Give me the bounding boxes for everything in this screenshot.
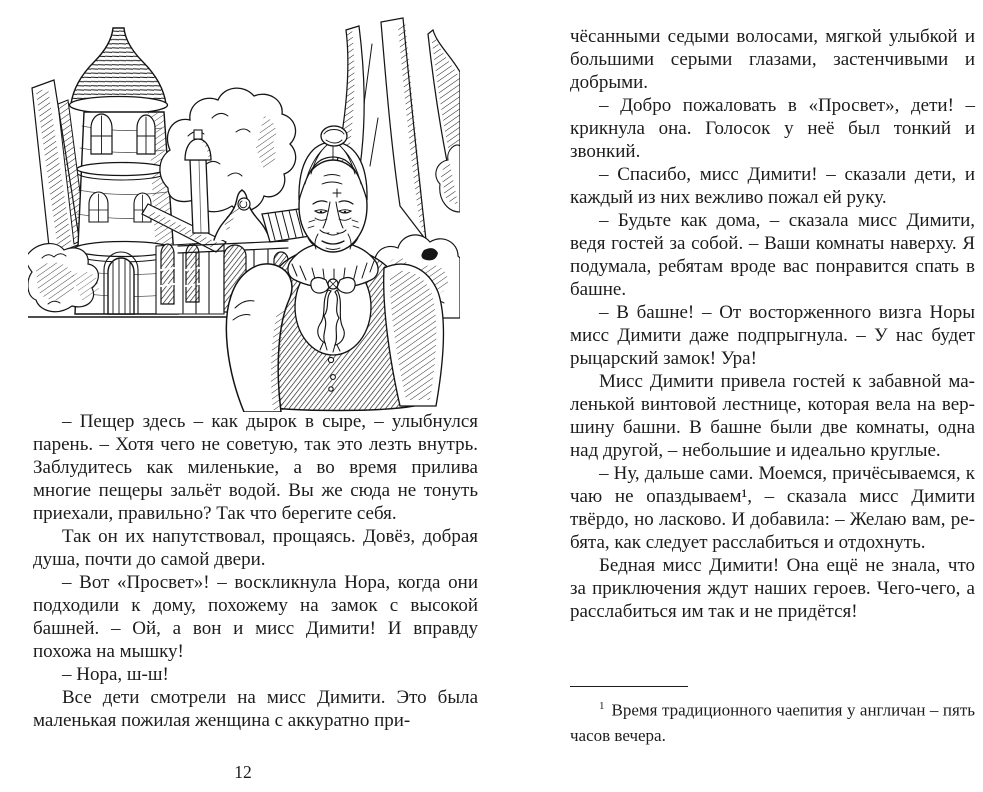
paragraph: Бедная мисс Димити! Она ещё не знала, что за приключения ждут наших героев. Чего-чего, а расслабиться им так и не придётся! [570, 555, 975, 622]
background-tree [160, 88, 296, 212]
footnote [570, 686, 975, 748]
button [328, 357, 333, 362]
button [329, 387, 333, 391]
paragraph: – Добро пожаловать в «Просвет», дети! – крикнула она. Голосок у неё был тонкий и звонкий. [570, 95, 975, 162]
footnote-divider [570, 686, 688, 687]
right-page-text [570, 25, 975, 623]
paragraph: – Нора, ш-ш! [62, 664, 169, 685]
paragraph: Все дети смотрели на мисс Димити. Это была маленькая пожилая женщина с аккуратно при- [33, 687, 478, 731]
button [331, 375, 336, 380]
paragraph: Мисс Димити привела гостей к забавной маленькой винтовой лестнице, которая вела на вершину башни. В башне были две комнаты, одна над другой, – небольшие и идеально круглые. [570, 371, 975, 461]
paragraph: – Ну, дальше сами. Моемся, причёсываемся, к чаю не опаздываем¹, – сказала мисс Димити твёрдо, но ласково. И добавила: – Желаю вам, ребята, как следует расслабиться и отдохнуть. [570, 463, 975, 553]
paragraph: – Будьте как дома, – сказала мисс Димити, ведя гостей за собой. – Ваши комнаты наверху. Я подумала, ребятам вроде вас понравится спать в башне. [570, 210, 975, 300]
paragraph: – Пещер здесь – как дырок в сыре, – улыбнулся парень. – Хотя чего не советую, так это лезть внутрь. Заблудитесь как миленькие, а во время прилива многие пещеры зальёт водой. Вы же сюда не тонуть приехали, правильно? Так что берегите себя. [33, 411, 478, 524]
illustration-castle-and-miss-dimity [28, 8, 460, 412]
footnote-marker: 1 [599, 700, 605, 712]
left-page-text [33, 410, 478, 732]
footnote-text: $^1$ Время традиционного чаепития у англичан – пять часов вечера. [570, 700, 975, 745]
paragraph: – В башне! – От восторженного визга Норы мисс Димити даже подпрыгнула. – У нас будет рыцарский замок! Ура! [570, 302, 975, 369]
page-number: 12 [234, 762, 252, 782]
paragraph: – Вот «Просвет»! – воскликнула Нора, когда они подходили к дому, похожему на замок с высокой башней. – Ой, а вон и мисс Димити! И вправду похожа на мышку! [33, 572, 478, 662]
paragraph: чёсанными седыми волосами, мягкой улыбкой и большими серыми глазами, застенчивыми и добрыми. [570, 26, 975, 93]
paragraph: Так он их напутствовал, прощаясь. Довёз, добрая душа, почти до самой двери. [33, 526, 478, 570]
paragraph: – Спасибо, мисс Димити! – сказали дети, и каждый из них вежливо пожал ей руку. [570, 164, 975, 208]
